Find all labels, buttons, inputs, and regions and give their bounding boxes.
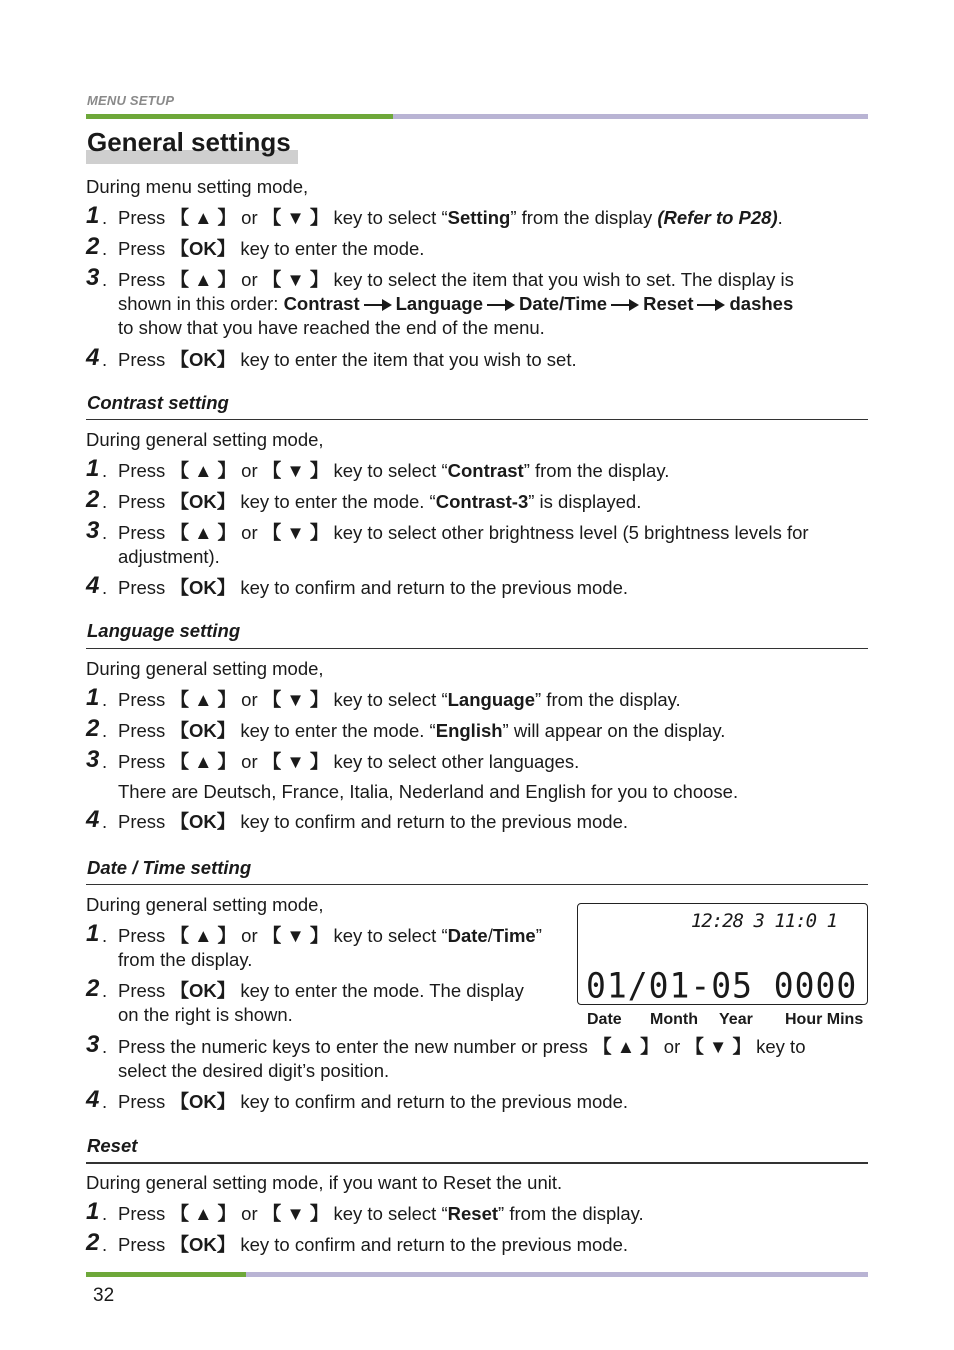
step-number: 1 bbox=[86, 1198, 100, 1225]
step-number: 2 bbox=[86, 486, 100, 513]
up-key: 【 ▲ 】 bbox=[593, 1036, 659, 1057]
section-divider bbox=[86, 648, 868, 649]
up-key: 【 ▲ 】 bbox=[170, 269, 237, 290]
down-key: 【 ▼ 】 bbox=[262, 689, 329, 710]
down-key: 【 ▼ 】 bbox=[262, 207, 329, 228]
ok-key: 【OK】 bbox=[170, 720, 236, 741]
step-number: 2 bbox=[86, 715, 100, 742]
language-section-title: Language setting bbox=[87, 620, 241, 641]
up-key: 【 ▲ 】 bbox=[170, 1203, 237, 1224]
lcd-label-month: Month bbox=[650, 1011, 698, 1028]
arrow-right-icon bbox=[611, 299, 639, 311]
language-step-1: 1 . Press 【 ▲ 】 or 【 ▼ 】 key to select “Language” from the display. bbox=[86, 684, 681, 711]
lcd-label-year: Year bbox=[719, 1011, 753, 1028]
down-key: 【 ▼ 】 bbox=[262, 522, 329, 543]
step-number: 4 bbox=[86, 806, 100, 833]
page-number: 32 bbox=[93, 1285, 115, 1306]
reset-step-2: 2 . Press 【OK】 key to confirm and return to the previous mode. bbox=[86, 1229, 629, 1256]
step-number: 1 bbox=[86, 202, 100, 229]
up-key: 【 ▲ 】 bbox=[170, 925, 237, 946]
step-number: 3 bbox=[86, 746, 100, 773]
ok-key: 【OK】 bbox=[170, 349, 236, 370]
datetime-step-1: 1 . Press 【 ▲ 】 or 【 ▼ 】 key to select “Date/Time” from the display. bbox=[86, 920, 542, 970]
datetime-step-2: 2 . Press 【OK】 key to enter the mode. The display on the right is shown. bbox=[86, 975, 524, 1025]
step-number: 2 bbox=[86, 975, 100, 1002]
ok-key: 【OK】 bbox=[170, 980, 236, 1001]
datetime-step-3: 3 . Press the numeric keys to enter the new number or press 【 ▲ 】 or 【 ▼ 】 key to select the desired digit’s position. bbox=[86, 1031, 806, 1081]
contrast-step-1: 1 . Press 【 ▲ 】 or 【 ▼ 】 key to select “Contrast” from the display. bbox=[86, 455, 670, 482]
page-reference: (Refer to P28) bbox=[657, 207, 778, 228]
header-bar-green bbox=[86, 114, 393, 119]
footer-bar-lavender bbox=[246, 1272, 868, 1277]
step-number: 2 bbox=[86, 233, 100, 260]
section-divider bbox=[86, 1162, 868, 1164]
ok-key: 【OK】 bbox=[170, 491, 236, 512]
general-step-3: 3 . Press 【 ▲ 】 or 【 ▼ 】 key to select the item that you wish to set. The display is shown in this order: Contrast Language Date/Time Reset dashes to show that you have reached the end of the menu. bbox=[86, 264, 794, 338]
general-intro: During menu setting mode, bbox=[86, 176, 309, 197]
lcd-label-date: Date bbox=[587, 1011, 622, 1028]
up-key: 【 ▲ 】 bbox=[170, 207, 237, 228]
header-bar-lavender bbox=[393, 114, 868, 119]
section-divider bbox=[86, 884, 868, 885]
arrow-right-icon bbox=[697, 299, 725, 311]
step-number: 2 bbox=[86, 1229, 100, 1256]
contrast-step-2: 2 . Press 【OK】 key to enter the mode. “Contrast-3” is displayed. bbox=[86, 486, 642, 513]
language-step-3: 3 . Press 【 ▲ 】 or 【 ▼ 】 key to select other languages. There are Deutsch, France, Italia, Nederland and English for you to choose. bbox=[86, 746, 739, 802]
arrow-right-icon bbox=[487, 299, 515, 311]
contrast-section-title: Contrast setting bbox=[87, 392, 229, 413]
reset-intro: During general setting mode, if you want to Reset the unit. bbox=[86, 1172, 563, 1193]
ok-key: 【OK】 bbox=[170, 577, 236, 598]
up-key: 【 ▲ 】 bbox=[170, 751, 237, 772]
step-number: 1 bbox=[86, 684, 100, 711]
ok-key: 【OK】 bbox=[170, 1234, 236, 1255]
lcd-label-hour-mins: Hour Mins bbox=[785, 1011, 864, 1028]
down-key: 【 ▼ 】 bbox=[262, 751, 329, 772]
ok-key: 【OK】 bbox=[170, 238, 236, 259]
datetime-intro: During general setting mode, bbox=[86, 894, 324, 915]
step-number: 4 bbox=[86, 1086, 100, 1113]
step-number: 1 bbox=[86, 920, 100, 947]
down-key: 【 ▼ 】 bbox=[685, 1036, 751, 1057]
down-key: 【 ▼ 】 bbox=[262, 460, 329, 481]
step-number: 4 bbox=[86, 344, 100, 371]
language-intro: During general setting mode, bbox=[86, 658, 324, 679]
lcd-display bbox=[577, 903, 868, 1005]
footer-bar-green bbox=[86, 1272, 246, 1277]
general-step-2: 2 . Press 【OK】 key to enter the mode. bbox=[86, 233, 425, 260]
up-key: 【 ▲ 】 bbox=[170, 689, 237, 710]
contrast-step-4: 4 . Press 【OK】 key to confirm and return to the previous mode. bbox=[86, 572, 629, 599]
page-title: General settings bbox=[87, 127, 291, 157]
step-number: 3 bbox=[86, 517, 100, 544]
general-step-4: 4 . Press 【OK】 key to enter the item that you wish to set. bbox=[86, 344, 577, 371]
section-label: MENU SETUP bbox=[87, 93, 175, 108]
general-step-1: 1 . Press 【 ▲ 】 or 【 ▼ 】 key to select “Setting” from the display (Refer to P28). bbox=[86, 202, 783, 229]
step-number: 3 bbox=[86, 1031, 100, 1058]
datetime-step-4: 4 . Press 【OK】 key to confirm and return to the previous mode. bbox=[86, 1086, 629, 1113]
step-number: 4 bbox=[86, 572, 100, 599]
ok-key: 【OK】 bbox=[170, 811, 236, 832]
arrow-right-icon bbox=[364, 299, 392, 311]
step-number: 3 bbox=[86, 264, 100, 291]
ok-key: 【OK】 bbox=[170, 1091, 236, 1112]
down-key: 【 ▼ 】 bbox=[262, 925, 329, 946]
contrast-intro: During general setting mode, bbox=[86, 429, 324, 450]
section-divider bbox=[86, 419, 868, 420]
step-number: 1 bbox=[86, 455, 100, 482]
up-key: 【 ▲ 】 bbox=[170, 460, 237, 481]
language-step-2: 2 . Press 【OK】 key to enter the mode. “English” will appear on the display. bbox=[86, 715, 726, 742]
lcd-date-readout: 01/01-05 0000 bbox=[586, 965, 858, 1006]
datetime-section-title: Date / Time setting bbox=[87, 857, 252, 878]
lcd-time-readout: 12:28 3 11:0 1 bbox=[690, 910, 837, 932]
language-step-4: 4 . Press 【OK】 key to confirm and return to the previous mode. bbox=[86, 806, 629, 833]
reset-step-1: 1 . Press 【 ▲ 】 or 【 ▼ 】 key to select “Reset” from the display. bbox=[86, 1198, 644, 1225]
up-key: 【 ▲ 】 bbox=[170, 522, 237, 543]
down-key: 【 ▼ 】 bbox=[262, 269, 329, 290]
down-key: 【 ▼ 】 bbox=[262, 1203, 329, 1224]
contrast-step-3: 3 . Press 【 ▲ 】 or 【 ▼ 】 key to select other brightness level (5 brightness levels for adjustment). bbox=[86, 517, 809, 567]
reset-section-title: Reset bbox=[87, 1135, 138, 1156]
